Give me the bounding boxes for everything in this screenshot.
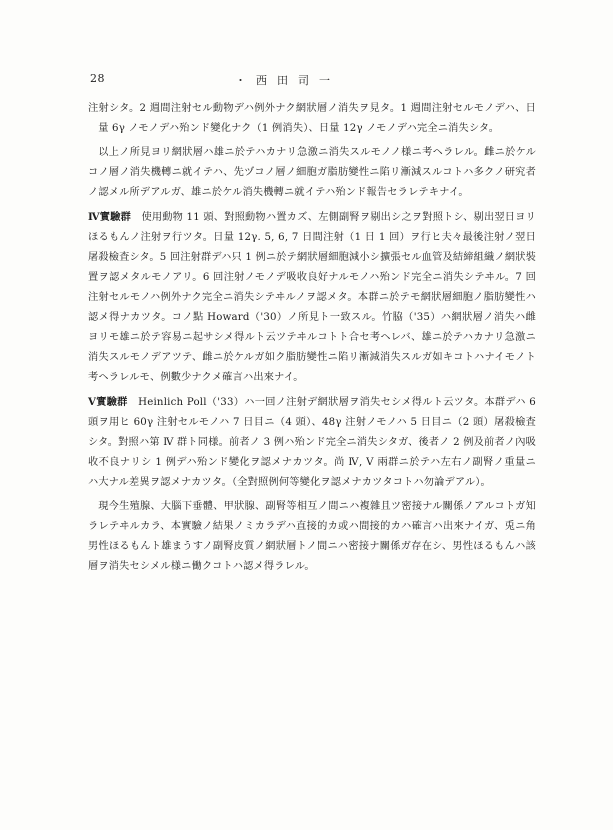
paragraph-continuation: [88, 99, 536, 139]
paragraph-summary: [88, 143, 536, 203]
paragraph-text: Heinlich Poll（'33）ハ一回ノ注射デ網狀層ヲ消失セシメ得ルト云ツタ。本群デハ 6 頭ヲ用ヒ 60γ 注射セルモノハ 7 日目ニ（4 頭）、48γ 注射ノモノハ 5 日目ニ（2 頭）屠殺檢査シタ。對照ハ第 Ⅳ 群ト同様。前者ノ 3 例ハ殆ンド完全ニ消失シタガ、後者ノ 2 例及前者ノ內吸收不良ナリシ 1 例デハ殆ンド變化ヲ認メナカツタ。尚 Ⅳ, Ⅴ 兩群ニ於テハ左右ノ副腎ノ重量ニハ大ナル差異ヲ認メナカツタ。（全對照例何等變化ヲ認メナカツタコトハ勿論デアル）。: [88, 397, 536, 488]
paragraph-conclusion: [88, 497, 536, 577]
paragraph-group-iv: [88, 207, 536, 388]
document-body: [88, 99, 536, 581]
paragraph-text: 以上ノ所見ヨリ網狀層ハ雄ニ於テハカナリ急激ニ消失スルモノノ様ニ考ヘラレル。雌ニ於ケルコノ層ノ消失機轉ニ就イテハ、先ヅコノ層ノ細胞ガ脂肪變性ニ陷リ漸減スルコトハ多クノ研究者ノ認メル所デアルガ、雄ニ於ケル消失機轉ニ就イテハ殆ンド報告セラレテキナイ。: [88, 147, 536, 198]
section-label: Ⅳ實驗群: [88, 211, 132, 223]
section-label: Ⅴ實驗群: [88, 396, 128, 408]
running-header: [90, 72, 553, 88]
paragraph-text: 使用動物 11 頭、對照動物ハ置カズ、左側副腎ヲ剔出シ之ヲ對照トシ、剔出翌日ヨリほるもんノ注射ヲ行ツタ。日量 12γ. 5, 6, 7 日間注射（1 日 1 回）ヲ行ヒ夫々最後注射ノ翌日屠殺檢査シタ。5 回注射群デハ只 1 例ニ於テ網狀層細胞減小シ擴張セル血管及結締組織ノ網狀裝置ヲ認メタルモノアリ。6 回注射ノモノデ吸收良好ナルモノハ殆ンド完全ニ消失シテヰル。7 回注射セルモノハ例外ナク完全ニ消失シテヰルノヲ認メタ。本群ニ於テモ網狀層細胞ノ脂肪變性ハ認メ得ナカツタ。コノ點 Howard（'30）ノ所見ト一致スル。竹脇（'35）ハ網狀層ノ消失ハ雌ヨリモ雄ニ於テ容易ニ起サシメ得ルト云ツテヰルコトト合セ考ヘレバ、雄ニ於テハカナリ急激ニ消失スルモノデアツテ、雌ニ於ケルガ如ク脂肪變性ニ陷リ漸減消失スルガ如キコトハナイモノト考ヘラレルモ、例數少ナクメ確言ハ出來ナイ。: [88, 212, 536, 383]
page-number: 28: [90, 72, 105, 85]
paragraph-text: 注射シタ。2 週間注射セル動物デハ例外ナク網狀層ノ消失ヲ見タ。1 週間注射セルモノデハ、日量 6γ ノモノデハ殆ンド變化ナク（1 例消失）、日量 12γ ノモノデハ完全ニ消失シタ。: [88, 103, 536, 134]
running-title: ・西田司一: [235, 74, 340, 87]
paragraph-group-v: [88, 392, 536, 493]
paragraph-text: 現今生殖腺、大腦下垂體、甲狀腺、副腎等相互ノ間ニハ複雜且ツ密接ナル關係ノアルコトガ知ラレテヰルカラ、本實驗ノ結果ノミカラデハ直接的カ或ハ間接的カハ確言ハ出來ナイガ、兎ニ角男性ほるもんト雄まうすノ副腎皮質ノ網狀層トノ間ニハ密接ナ關係ガ存在シ、男性ほるもんハ該層ヲ消失セシメル様ニ働クコトハ認メ得ラレル。: [88, 501, 536, 572]
